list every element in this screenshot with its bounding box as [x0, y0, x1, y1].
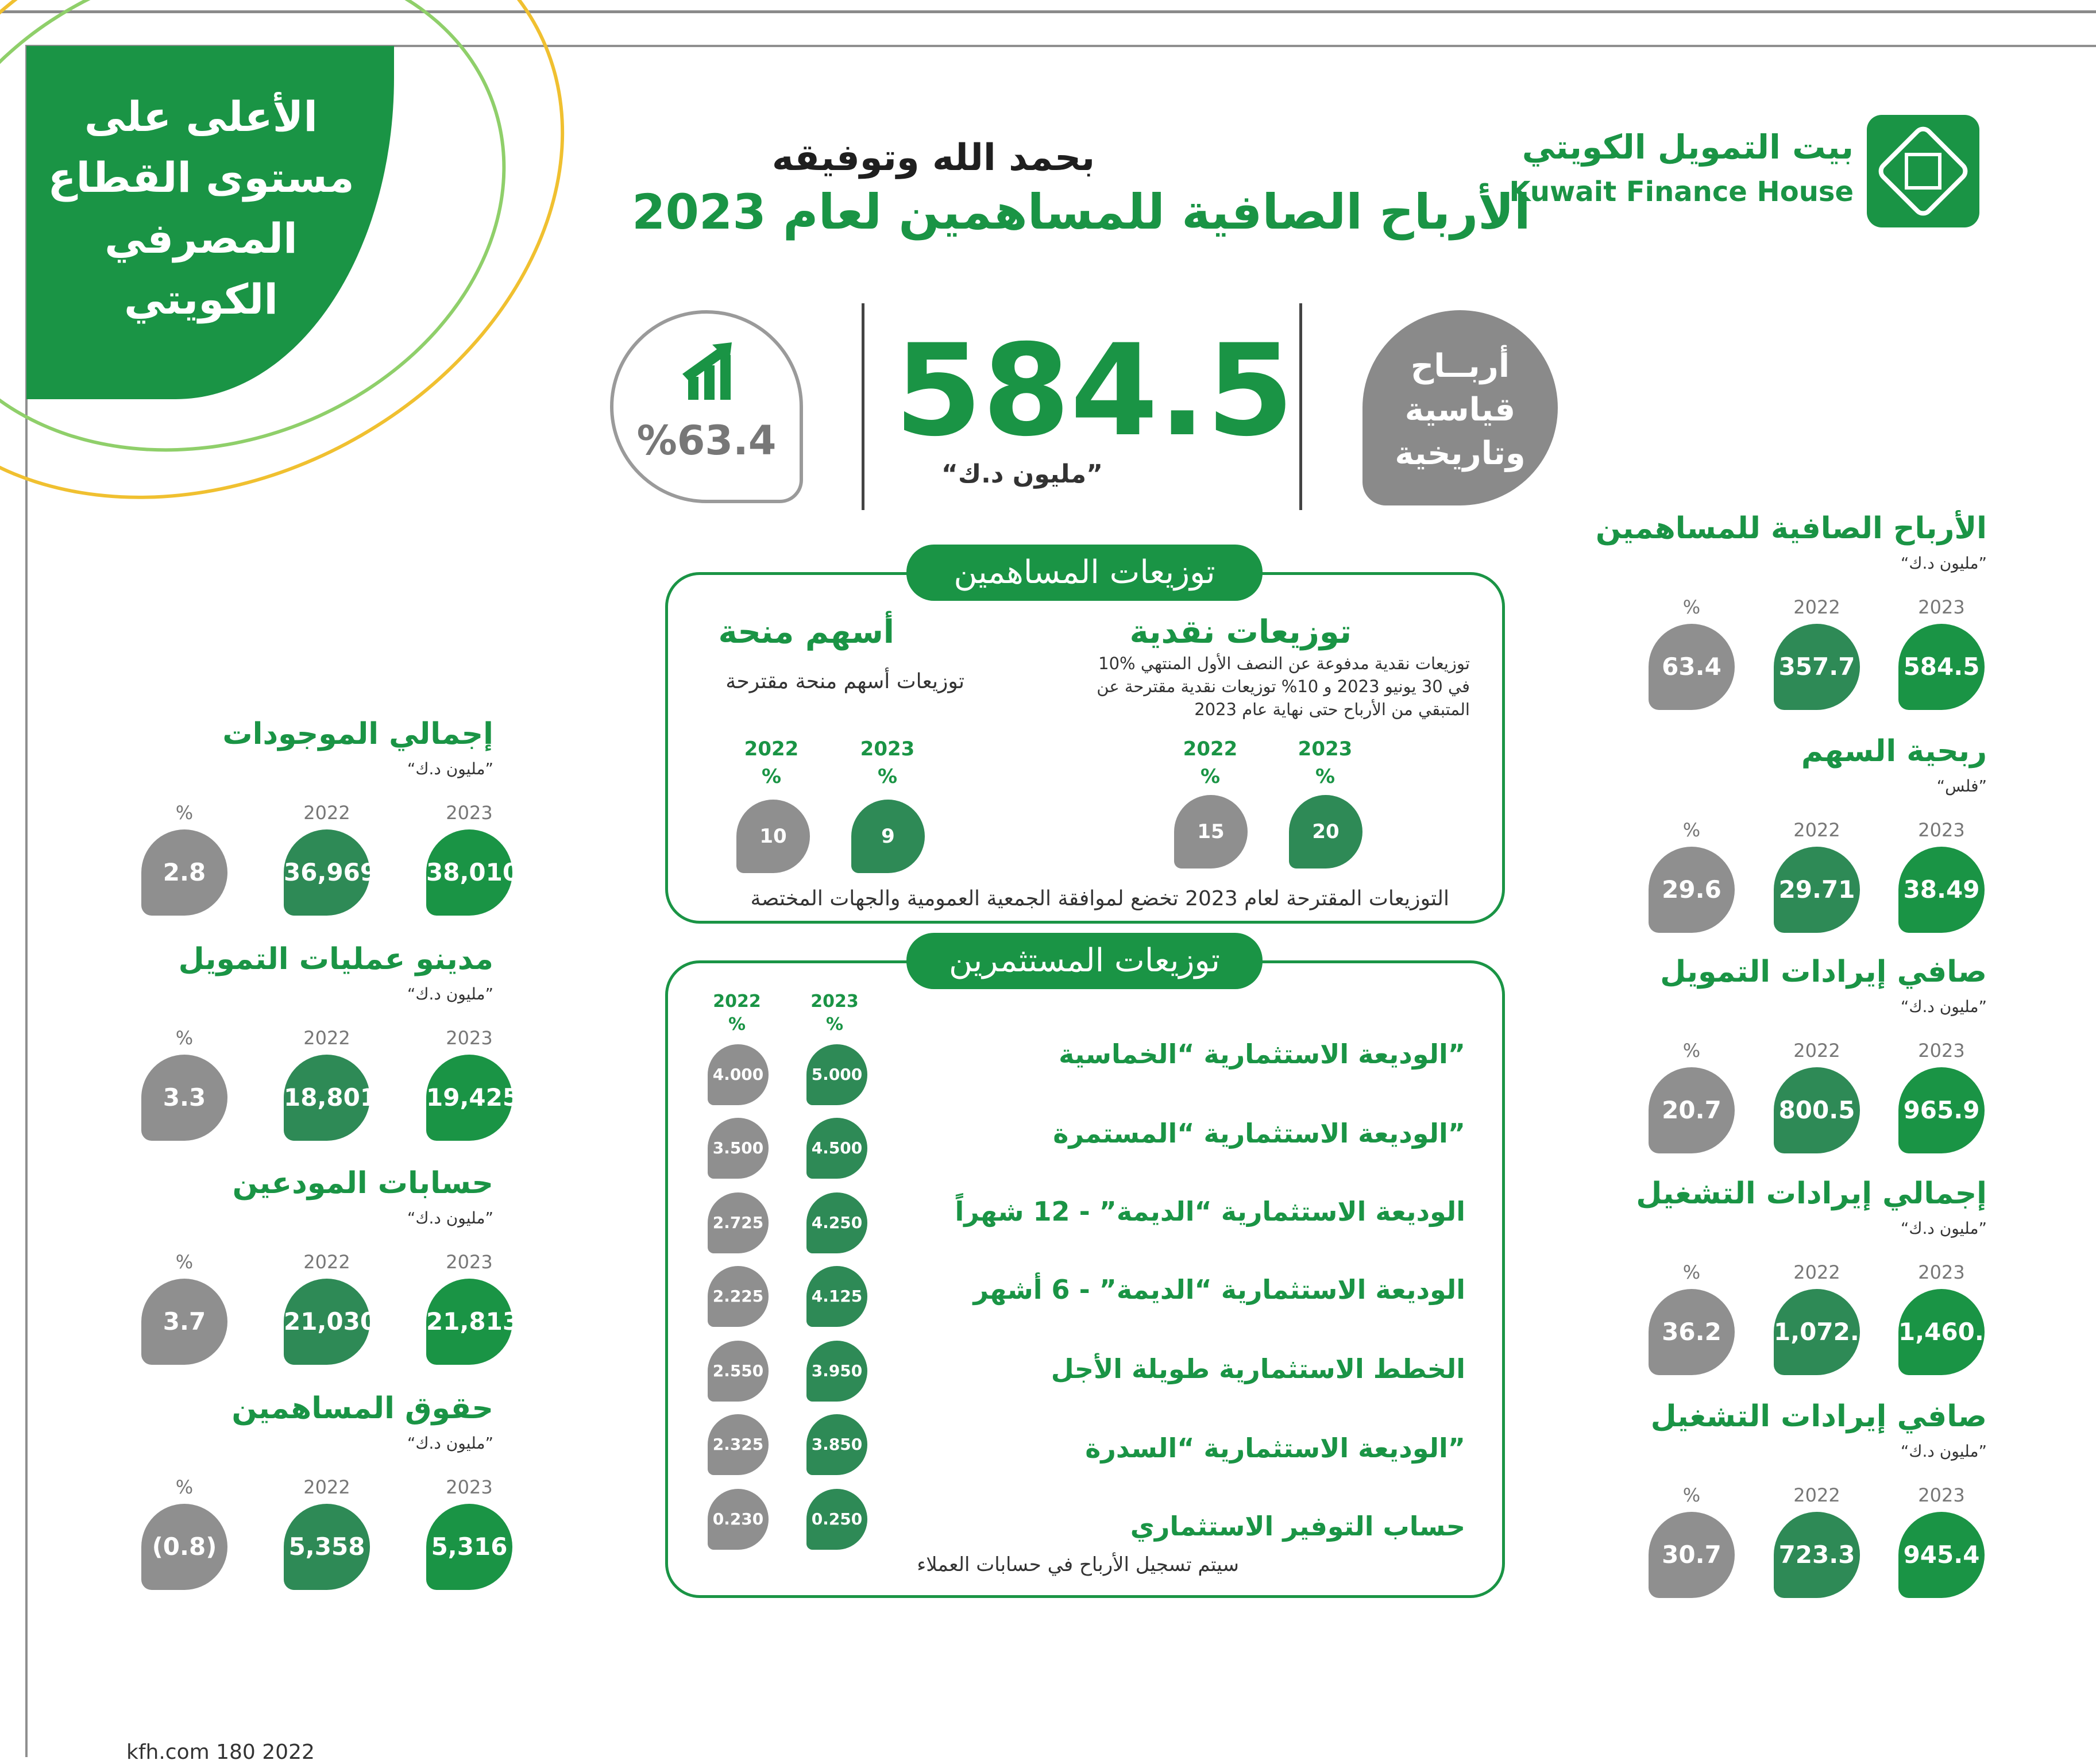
inv-row-2023: 4.125 — [806, 1266, 867, 1327]
investors-note: سيتم تسجيل الأرباح في حسابات العملاء — [917, 1553, 1239, 1576]
inv-row-2022: 2.325 — [708, 1414, 769, 1475]
metric-year-2023: 2023 — [1918, 1040, 1965, 1062]
investors-distributions-title: توزيعات المستثمرين — [906, 933, 1263, 989]
metric-name: صافي إيرادات التمويل — [1660, 955, 1987, 989]
bonus-shares-title: أسهم منحة — [718, 613, 894, 651]
metric-unit: “فلس” — [1936, 777, 1987, 796]
metric-year-2022: 2022 — [303, 802, 350, 824]
metric-value-2023: 38.49 — [1898, 847, 1985, 933]
metric-name: حسابات المودعين — [232, 1166, 493, 1201]
inv-pct-2023: % — [825, 1014, 844, 1035]
inv-row-label: الخطط الاستثمارية طويلة الأجل — [1051, 1353, 1465, 1384]
metric-value-2022: 18,801 — [284, 1055, 370, 1141]
metric-value-pct: 29.6 — [1649, 847, 1735, 933]
metric-value-pct: 36.2 — [1649, 1289, 1735, 1375]
metric-year-2023: 2023 — [446, 802, 493, 824]
metric-year-2022: 2022 — [1793, 1040, 1840, 1062]
inv-row-label: الوديعة الاستثمارية “الديمة” - 12 شهراً — [955, 1196, 1465, 1227]
metric-value-pct: (0.8) — [141, 1504, 227, 1590]
bonus-year-2022: 2022 — [744, 738, 799, 761]
inv-row-2022: 3.500 — [708, 1118, 769, 1179]
inv-year-2022: 2022 — [713, 991, 761, 1012]
bonus-value-2023: 9 — [851, 800, 925, 873]
cash-year-2023: 2023 — [1298, 738, 1353, 761]
record-profits-tag — [1362, 310, 1558, 505]
metric-pct-header: % — [175, 1251, 194, 1273]
inv-row-label: الوديعة الاستثمارية “الخماسية” — [1059, 1039, 1465, 1070]
metric-year-2023: 2023 — [1918, 819, 1965, 841]
metric-value-2022: 357.7 — [1774, 624, 1860, 710]
metric-unit: “مليون د.ك” — [1900, 997, 1987, 1016]
inv-row-2023: 3.850 — [806, 1414, 867, 1475]
inv-row-2023: 4.500 — [806, 1118, 867, 1179]
footer-text: kfh.com 180 2022 — [126, 1740, 315, 1764]
metric-name: مدينو عمليات التمويل — [178, 942, 493, 976]
inv-row-label: الوديعة الاستثمارية “المستمرة” — [1053, 1118, 1465, 1149]
bonus-year-2023: 2023 — [860, 738, 915, 761]
inv-row-2023: 3.950 — [806, 1341, 867, 1402]
metric-value-2022: 723.3 — [1774, 1512, 1860, 1598]
badge-line-3: المصرفي — [105, 214, 298, 263]
cash-value-2022: 15 — [1174, 795, 1248, 869]
metric-value-2022: 36,969 — [284, 829, 370, 916]
metric-pct-header: % — [1682, 1484, 1701, 1506]
metric-year-2023: 2023 — [1918, 1261, 1965, 1283]
bonus-pct-2023: % — [877, 765, 898, 788]
bonus-pct-2022: % — [761, 765, 782, 788]
metric-year-2022: 2022 — [303, 1251, 350, 1273]
inv-row-2023: 0.250 — [806, 1489, 867, 1550]
inv-row-2022: 2.225 — [708, 1266, 769, 1327]
metric-value-2022: 800.5 — [1774, 1067, 1860, 1153]
metric-year-2023: 2023 — [446, 1251, 493, 1273]
metric-value-pct: 3.3 — [141, 1055, 227, 1141]
metric-value-2023: 965.9 — [1898, 1067, 1985, 1153]
metric-pct-header: % — [175, 802, 194, 824]
metric-value-2023: 38,010 — [426, 829, 512, 916]
metric-pct-header: % — [1682, 1040, 1701, 1062]
logo-arabic-name: بيت التمويل الكويتي — [1522, 128, 1854, 167]
metric-unit: “مليون د.ك” — [1900, 1219, 1987, 1238]
badge-line-4: الكويتي — [124, 275, 278, 323]
cash-dist-desc-2: في 30 يونيو 2023 و 10% توزيعات نقدية مقترحة عن — [1097, 677, 1470, 696]
record-tag-line-2: قياسية — [1404, 391, 1516, 429]
inv-row-2022: 4.000 — [708, 1044, 769, 1105]
metric-value-2023: 5,316 — [426, 1504, 512, 1590]
cash-year-2022: 2022 — [1183, 738, 1238, 761]
metric-year-2023: 2023 — [1918, 596, 1965, 618]
inv-row-2023: 5.000 — [806, 1044, 867, 1105]
inv-row-2022: 2.725 — [708, 1192, 769, 1253]
metric-pct-header: % — [175, 1027, 194, 1049]
cash-dist-desc-1: 10% توزيعات نقدية مدفوعة عن النصف الأول المنتهي — [1098, 654, 1470, 673]
metric-pct-header: % — [1682, 596, 1701, 618]
shareholders-note: التوزيعات المقترحة لعام 2023 تخضع لموافقة الجمعية العمومية والجهات المختصة — [750, 887, 1449, 910]
inv-pct-2022: % — [728, 1014, 746, 1035]
record-tag-line-3: وتاريخية — [1395, 435, 1526, 472]
inv-row-2022: 2.550 — [708, 1341, 769, 1402]
metric-value-pct: 3.7 — [141, 1279, 227, 1365]
metric-year-2022: 2022 — [1793, 819, 1840, 841]
inv-row-label: حساب التوفير الاستثماري — [1130, 1511, 1465, 1542]
metric-value-2022: 21,030 — [284, 1279, 370, 1365]
cash-pct-2023: % — [1315, 765, 1335, 788]
shareholders-distributions-title: توزيعات المساهمين — [906, 545, 1263, 601]
metric-pct-header: % — [1682, 1261, 1701, 1283]
inv-year-2023: 2023 — [810, 991, 859, 1012]
metric-name: صافي إيرادات التشغيل — [1650, 1399, 1987, 1434]
metric-value-2023: 945.4 — [1898, 1512, 1985, 1598]
badge-line-1: الأعلى على — [84, 92, 318, 141]
metric-pct-header: % — [175, 1476, 194, 1498]
metric-year-2023: 2023 — [446, 1027, 493, 1049]
metric-value-2022: 1,072.3 — [1774, 1289, 1860, 1375]
inv-row-2023: 4.250 — [806, 1192, 867, 1253]
metric-unit: “مليون د.ك” — [407, 1434, 493, 1453]
page-title: الأرباح الصافية للمساهمين لعام 2023 — [632, 184, 1531, 240]
metric-value-2023: 584.5 — [1898, 624, 1985, 710]
growth-value: %63.4 — [636, 417, 777, 464]
metric-year-2023: 2023 — [446, 1476, 493, 1498]
metric-value-2023: 19,425 — [426, 1055, 512, 1141]
metric-value-2022: 5,358 — [284, 1504, 370, 1590]
bonus-shares-desc: توزيعات أسهم منحة مقترحة — [725, 670, 964, 693]
divider-left — [862, 303, 864, 510]
cash-dist-desc-3: المتبقي من الأرباح حتى نهاية عام 2023 — [1194, 700, 1470, 719]
metric-year-2022: 2022 — [1793, 1484, 1840, 1506]
metric-name: إجمالي إيرادات التشغيل — [1636, 1176, 1987, 1211]
cash-value-2023: 20 — [1289, 795, 1362, 869]
record-tag-line-1: أربــاح — [1410, 348, 1510, 385]
net-profit-unit: “مليون د.ك” — [941, 460, 1103, 489]
kfh-logo-icon — [1867, 115, 1979, 227]
growth-box — [610, 310, 803, 503]
metric-pct-header: % — [1682, 819, 1701, 841]
metric-value-pct: 30.7 — [1649, 1512, 1735, 1598]
highest-badge-text — [40, 86, 362, 330]
metric-unit: “مليون د.ك” — [1900, 554, 1987, 573]
metric-unit: “مليون د.ك” — [407, 759, 493, 778]
metric-unit: “مليون د.ك” — [1900, 1442, 1987, 1461]
metric-unit: “مليون د.ك” — [407, 985, 493, 1003]
metric-year-2022: 2022 — [1793, 596, 1840, 618]
bonus-value-2022: 10 — [736, 800, 810, 873]
metric-value-2023: 21,813 — [426, 1279, 512, 1365]
metric-value-2022: 29.71 — [1774, 847, 1860, 933]
metric-name: ربحية السهم — [1801, 734, 1987, 769]
metric-value-pct: 20.7 — [1649, 1067, 1735, 1153]
badge-line-2: مستوى القطاع — [48, 153, 354, 202]
metric-name: الأرباح الصافية للمساهمين — [1595, 511, 1987, 546]
metric-name: إجمالي الموجودات — [222, 717, 493, 751]
metric-year-2022: 2022 — [303, 1027, 350, 1049]
growth-chart-icon — [677, 342, 746, 400]
metric-unit: “مليون د.ك” — [407, 1209, 493, 1228]
metric-value-2023: 1,460.9 — [1898, 1289, 1985, 1375]
inv-row-2022: 0.230 — [708, 1489, 769, 1550]
net-profit-value: 584.5 — [894, 317, 1294, 464]
inv-row-label: الوديعة الاستثمارية “الديمة” - 6 أشهر — [973, 1274, 1465, 1305]
metric-year-2022: 2022 — [303, 1476, 350, 1498]
cash-pct-2022: % — [1200, 765, 1221, 788]
logo-english-name: Kuwait Finance House — [1509, 176, 1854, 208]
cash-dist-title: توزيعات نقدية — [1129, 613, 1352, 651]
logo-square — [1905, 153, 1941, 190]
header-subtitle: بحمد الله وتوفيقه — [771, 137, 1095, 179]
metric-value-pct: 2.8 — [141, 829, 227, 916]
metric-name: حقوق المساهمين — [231, 1391, 493, 1426]
inv-row-label: الوديعة الاستثمارية “السدرة” — [1085, 1433, 1465, 1464]
metric-value-pct: 63.4 — [1649, 624, 1735, 710]
metric-year-2022: 2022 — [1793, 1261, 1840, 1283]
metric-year-2023: 2023 — [1918, 1484, 1965, 1506]
